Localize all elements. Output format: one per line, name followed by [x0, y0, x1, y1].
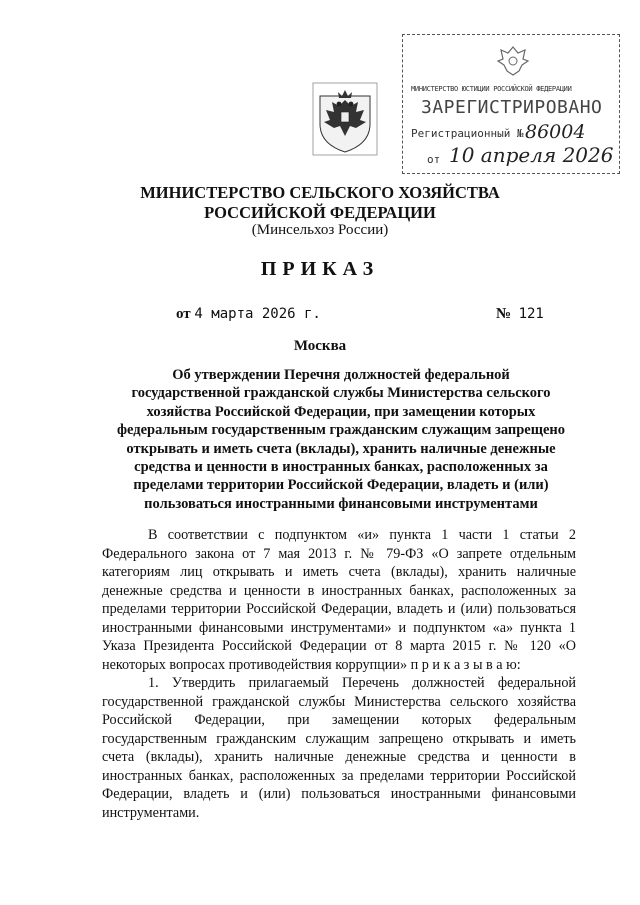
- order-city: Москва: [293, 338, 347, 354]
- order-date: [176, 306, 321, 323]
- stamp-number-label: Регистрационный №: [411, 127, 524, 140]
- order-date-value: 4 марта 2026 г.: [194, 306, 321, 322]
- stamp-number-value: 86004: [525, 121, 586, 143]
- ministry-name-line2: РОССИЙСКОЙ ФЕДЕРАЦИИ: [204, 203, 436, 222]
- order-date-prefix: от: [176, 306, 191, 322]
- stamp-header: МИНИСТЕРСТВО ЮСТИЦИИ РОССИЙСКОЙ ФЕДЕРАЦИИ: [411, 85, 572, 93]
- order-title: ПРИКАЗ: [260, 258, 380, 280]
- ministry-name: [0, 183, 640, 223]
- stamp-date-value: 10 апреля 2026: [449, 143, 614, 167]
- stamp-status: ЗАРЕГИСТРИРОВАНО: [421, 97, 603, 118]
- document-title: Об утверждении Перечня должностей федеральной государственной гражданской службы Министерства сельского хозяйства Российской Федерации, при замещении которых федеральным государственным гражданским служащим запрещено открывать и иметь счета (вклады), хранить наличные денежные средства и ценности в иностранных банках, расположенных за пределами территории Российской Федерации, владеть и (или) пользоваться иностранными финансовыми инструментами: [116, 367, 566, 512]
- order-number: [496, 306, 544, 323]
- ministry-name-line1: МИНИСТЕРСТВО СЕЛЬСКОГО ХОЗЯЙСТВА: [140, 183, 500, 202]
- item-1-paragraph: 1. Утвердить прилагаемый Перечень должностей федеральной государственной гражданской службы Министерства сельского хозяйства Российской Федерации, при замещении которых федеральным государственным гражданским служащим запрещено открывать и иметь счета (вклады), хранить наличные денежные средства и ценности в иностранных банках, расположенных за пределами территории Российской Федерации, владеть и (или) пользоваться иностранными финансовыми инструментами.: [102, 675, 576, 821]
- registration-stamp: [402, 34, 620, 174]
- ministry-short-name: (Минсельхоз России): [251, 222, 389, 238]
- order-number-value: 121: [518, 306, 544, 322]
- order-number-prefix: №: [496, 306, 512, 322]
- preamble-paragraph: В соответствии с подпунктом «и» пункта 1 части 1 статьи 2 Федерального закона от 7 мая 2013 г. № 79-ФЗ «О запрете отдельным категориям лиц открывать и иметь счета (вклады), хранить наличные денежные средства и ценности в иностранных банках, расположенных за пределами территории Российской Федерации, владеть и (или) пользоваться иностранными финансовыми инструментами» и подпунктом «а» пункта 1 Указа Президента Российской Федерации от 8 марта 2015 г. № 120 «О некоторых вопросах противодействия коррупции» п р и к а з ы в а ю:: [102, 527, 576, 673]
- stamp-date-label: от: [427, 153, 441, 166]
- coat-of-arms-emblem: [312, 82, 378, 156]
- stamp-emblem-icon: [493, 41, 533, 81]
